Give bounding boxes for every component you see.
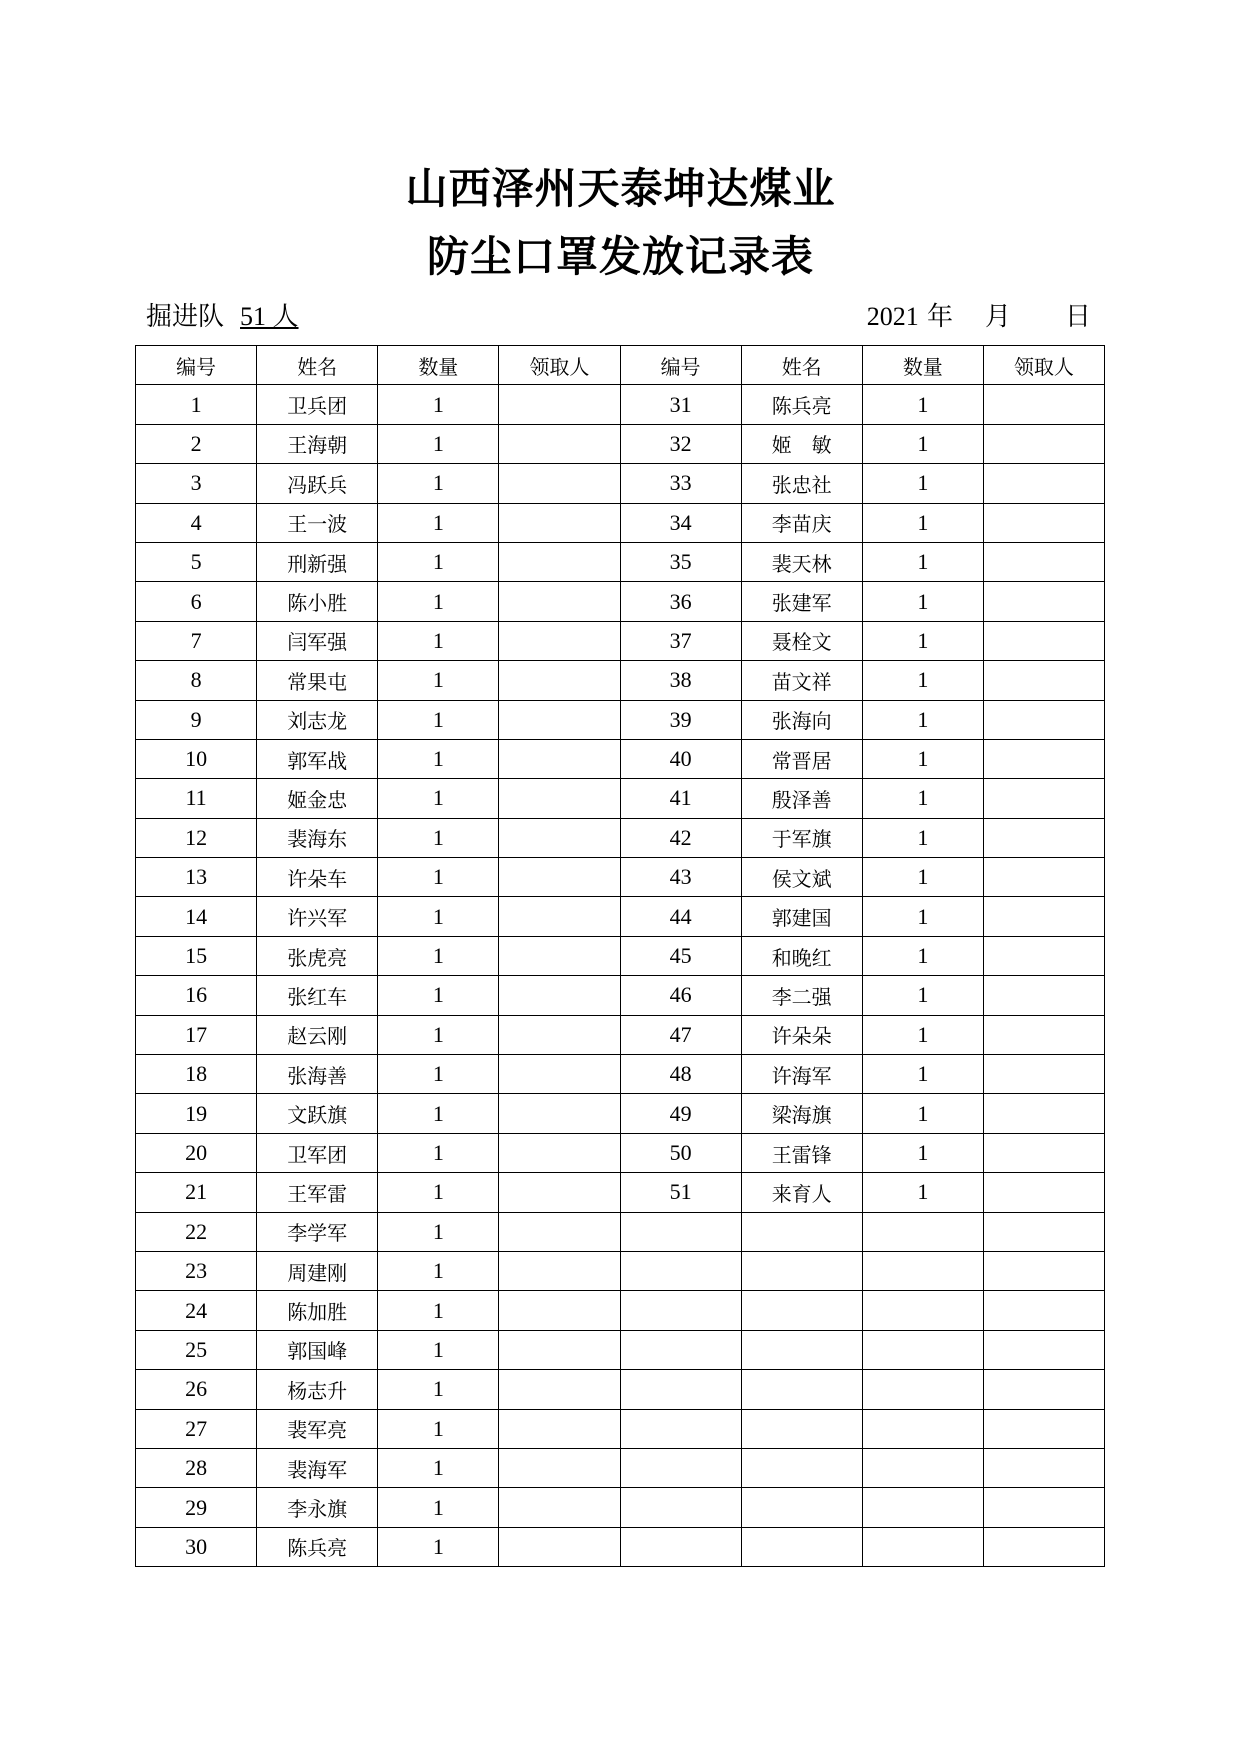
cell-name xyxy=(741,1212,862,1251)
cell-name: 常果屯 xyxy=(257,661,378,700)
team-label: 掘进队 xyxy=(146,302,225,332)
cell-name: 许海军 xyxy=(741,1055,862,1094)
table-row xyxy=(136,858,1105,897)
header-name: 姓名 xyxy=(741,346,862,385)
cell-name xyxy=(741,1488,862,1527)
cell-receiver xyxy=(499,858,620,897)
cell-receiver xyxy=(983,1330,1104,1369)
cell-name: 张红车 xyxy=(257,976,378,1015)
cell-number: 28 xyxy=(136,1448,257,1487)
cell-number: 26 xyxy=(136,1370,257,1409)
cell-receiver xyxy=(983,779,1104,818)
table-row xyxy=(136,385,1105,424)
cell-receiver xyxy=(499,503,620,542)
cell-receiver xyxy=(499,1173,620,1212)
header-receiver: 领取人 xyxy=(499,346,620,385)
cell-quantity: 1 xyxy=(862,897,983,936)
header-number: 编号 xyxy=(620,346,741,385)
table-row xyxy=(136,661,1105,700)
cell-number xyxy=(620,1409,741,1448)
cell-quantity xyxy=(862,1251,983,1290)
cell-quantity: 1 xyxy=(378,1409,499,1448)
table-row xyxy=(136,818,1105,857)
cell-number: 11 xyxy=(136,779,257,818)
cell-name: 苗文祥 xyxy=(741,661,862,700)
cell-name: 陈加胜 xyxy=(257,1291,378,1330)
table-row xyxy=(136,1094,1105,1133)
cell-quantity: 1 xyxy=(378,739,499,778)
cell-quantity: 1 xyxy=(378,542,499,581)
cell-receiver xyxy=(983,1251,1104,1290)
cell-quantity: 1 xyxy=(862,739,983,778)
cell-quantity: 1 xyxy=(378,424,499,463)
cell-quantity: 1 xyxy=(862,1055,983,1094)
date-day-char: 日 xyxy=(1064,302,1091,332)
cell-quantity: 1 xyxy=(378,1212,499,1251)
table-row xyxy=(136,582,1105,621)
cell-receiver xyxy=(983,1212,1104,1251)
table-row xyxy=(136,1055,1105,1094)
cell-number: 1 xyxy=(136,385,257,424)
team-info xyxy=(146,296,299,333)
cell-quantity: 1 xyxy=(378,1448,499,1487)
cell-quantity: 1 xyxy=(378,385,499,424)
cell-receiver xyxy=(983,1173,1104,1212)
table-row xyxy=(136,1488,1105,1527)
cell-quantity: 1 xyxy=(378,1055,499,1094)
cell-number: 46 xyxy=(620,976,741,1015)
cell-name xyxy=(741,1448,862,1487)
cell-receiver xyxy=(499,739,620,778)
cell-receiver xyxy=(499,464,620,503)
cell-number xyxy=(620,1251,741,1290)
date-year: 2021 xyxy=(866,302,919,331)
cell-number: 45 xyxy=(620,936,741,975)
cell-receiver xyxy=(983,1133,1104,1172)
cell-name: 裴天林 xyxy=(741,542,862,581)
date-line xyxy=(867,296,1091,333)
cell-quantity: 1 xyxy=(862,542,983,581)
cell-quantity: 1 xyxy=(862,1015,983,1054)
table-row xyxy=(136,1370,1105,1409)
cell-receiver xyxy=(499,1488,620,1527)
cell-number: 5 xyxy=(136,542,257,581)
cell-number: 43 xyxy=(620,858,741,897)
cell-name: 张建军 xyxy=(741,582,862,621)
table-row xyxy=(136,700,1105,739)
cell-number: 14 xyxy=(136,897,257,936)
cell-receiver xyxy=(499,1251,620,1290)
cell-number xyxy=(620,1212,741,1251)
cell-number: 35 xyxy=(620,542,741,581)
cell-quantity: 1 xyxy=(378,503,499,542)
cell-name: 常晋居 xyxy=(741,739,862,778)
cell-receiver xyxy=(983,1527,1104,1566)
table-row xyxy=(136,1448,1105,1487)
cell-quantity xyxy=(862,1488,983,1527)
cell-number: 16 xyxy=(136,976,257,1015)
table-row xyxy=(136,464,1105,503)
cell-name: 王军雷 xyxy=(257,1173,378,1212)
cell-number: 34 xyxy=(620,503,741,542)
cell-receiver xyxy=(983,1015,1104,1054)
cell-receiver xyxy=(983,542,1104,581)
cell-receiver xyxy=(499,1055,620,1094)
cell-number: 9 xyxy=(136,700,257,739)
cell-number xyxy=(620,1291,741,1330)
document-title-line2: 防尘口罩发放记录表 xyxy=(426,232,814,281)
cell-receiver xyxy=(499,1015,620,1054)
cell-number: 47 xyxy=(620,1015,741,1054)
header-quantity: 数量 xyxy=(378,346,499,385)
cell-name: 郭军战 xyxy=(257,739,378,778)
cell-quantity: 1 xyxy=(862,582,983,621)
cell-quantity xyxy=(862,1370,983,1409)
cell-receiver xyxy=(983,1370,1104,1409)
cell-number xyxy=(620,1330,741,1369)
cell-name: 闫军强 xyxy=(257,621,378,660)
cell-number: 25 xyxy=(136,1330,257,1369)
date-month-char: 月 xyxy=(984,302,1011,332)
cell-quantity: 1 xyxy=(862,1173,983,1212)
cell-name: 李学军 xyxy=(257,1212,378,1251)
cell-quantity: 1 xyxy=(378,779,499,818)
table-header-row xyxy=(136,346,1105,385)
cell-number: 13 xyxy=(136,858,257,897)
cell-name: 文跃旗 xyxy=(257,1094,378,1133)
cell-receiver xyxy=(499,621,620,660)
cell-name xyxy=(741,1370,862,1409)
cell-number: 40 xyxy=(620,739,741,778)
cell-receiver xyxy=(499,1527,620,1566)
cell-quantity: 1 xyxy=(378,818,499,857)
cell-number: 22 xyxy=(136,1212,257,1251)
cell-receiver xyxy=(983,976,1104,1015)
cell-quantity: 1 xyxy=(862,700,983,739)
cell-quantity: 1 xyxy=(378,464,499,503)
header-quantity: 数量 xyxy=(862,346,983,385)
cell-quantity: 1 xyxy=(862,936,983,975)
cell-number: 8 xyxy=(136,661,257,700)
cell-receiver xyxy=(499,661,620,700)
cell-number: 3 xyxy=(136,464,257,503)
cell-name: 姬金忠 xyxy=(257,779,378,818)
cell-number: 42 xyxy=(620,818,741,857)
cell-name: 殷泽善 xyxy=(741,779,862,818)
cell-name: 裴海东 xyxy=(257,818,378,857)
cell-quantity: 1 xyxy=(378,621,499,660)
cell-receiver xyxy=(983,661,1104,700)
cell-quantity: 1 xyxy=(378,700,499,739)
cell-name: 聂栓文 xyxy=(741,621,862,660)
cell-name: 卫军团 xyxy=(257,1133,378,1172)
cell-name xyxy=(741,1251,862,1290)
cell-receiver xyxy=(983,1409,1104,1448)
cell-receiver xyxy=(499,1212,620,1251)
cell-receiver xyxy=(983,936,1104,975)
cell-number xyxy=(620,1448,741,1487)
cell-receiver xyxy=(499,1133,620,1172)
table-row xyxy=(136,1173,1105,1212)
cell-receiver xyxy=(983,582,1104,621)
cell-receiver xyxy=(499,582,620,621)
cell-quantity: 1 xyxy=(378,1291,499,1330)
cell-name: 来育人 xyxy=(741,1173,862,1212)
cell-name: 张忠社 xyxy=(741,464,862,503)
cell-number: 29 xyxy=(136,1488,257,1527)
cell-number xyxy=(620,1370,741,1409)
cell-name: 李永旗 xyxy=(257,1488,378,1527)
cell-receiver xyxy=(499,1409,620,1448)
cell-name: 周建刚 xyxy=(257,1251,378,1290)
cell-receiver xyxy=(499,1330,620,1369)
cell-number: 51 xyxy=(620,1173,741,1212)
cell-receiver xyxy=(499,818,620,857)
cell-number: 41 xyxy=(620,779,741,818)
cell-name: 郭建国 xyxy=(741,897,862,936)
cell-name: 张海善 xyxy=(257,1055,378,1094)
cell-name: 许朵车 xyxy=(257,858,378,897)
cell-name: 冯跃兵 xyxy=(257,464,378,503)
cell-number: 19 xyxy=(136,1094,257,1133)
cell-name: 刑新强 xyxy=(257,542,378,581)
cell-number xyxy=(620,1527,741,1566)
cell-number: 18 xyxy=(136,1055,257,1094)
cell-quantity: 1 xyxy=(378,582,499,621)
document-title-line1: 山西泽州天泰坤达煤业 xyxy=(405,164,836,213)
cell-name xyxy=(741,1527,862,1566)
cell-quantity: 1 xyxy=(862,1094,983,1133)
cell-name: 裴海军 xyxy=(257,1448,378,1487)
table-row xyxy=(136,1527,1105,1566)
cell-number: 27 xyxy=(136,1409,257,1448)
cell-quantity: 1 xyxy=(378,858,499,897)
table-row xyxy=(136,424,1105,463)
cell-receiver xyxy=(499,936,620,975)
team-count: 51 人 xyxy=(240,302,299,331)
cell-quantity: 1 xyxy=(862,621,983,660)
table-row xyxy=(136,936,1105,975)
cell-number: 32 xyxy=(620,424,741,463)
cell-number: 38 xyxy=(620,661,741,700)
cell-number: 36 xyxy=(620,582,741,621)
header-name: 姓名 xyxy=(257,346,378,385)
mask-distribution-table xyxy=(135,345,1105,1567)
cell-number: 17 xyxy=(136,1015,257,1054)
cell-receiver xyxy=(983,464,1104,503)
cell-receiver xyxy=(499,1448,620,1487)
cell-receiver xyxy=(983,621,1104,660)
cell-number: 2 xyxy=(136,424,257,463)
cell-number: 23 xyxy=(136,1251,257,1290)
cell-name: 杨志升 xyxy=(257,1370,378,1409)
cell-name xyxy=(741,1409,862,1448)
cell-receiver xyxy=(499,700,620,739)
cell-receiver xyxy=(983,858,1104,897)
cell-name: 裴军亮 xyxy=(257,1409,378,1448)
cell-quantity: 1 xyxy=(378,1330,499,1369)
cell-name xyxy=(741,1291,862,1330)
cell-quantity: 1 xyxy=(862,385,983,424)
cell-receiver xyxy=(499,779,620,818)
cell-receiver xyxy=(499,976,620,1015)
cell-quantity: 1 xyxy=(378,1527,499,1566)
table-row xyxy=(136,1330,1105,1369)
cell-receiver xyxy=(983,1291,1104,1330)
cell-quantity xyxy=(862,1409,983,1448)
cell-name: 许兴军 xyxy=(257,897,378,936)
table-row xyxy=(136,1015,1105,1054)
cell-name: 张虎亮 xyxy=(257,936,378,975)
cell-name: 李二强 xyxy=(741,976,862,1015)
cell-number: 24 xyxy=(136,1291,257,1330)
cell-number: 31 xyxy=(620,385,741,424)
table-row xyxy=(136,976,1105,1015)
cell-receiver xyxy=(983,1094,1104,1133)
cell-number: 33 xyxy=(620,464,741,503)
cell-receiver xyxy=(983,818,1104,857)
cell-receiver xyxy=(499,1370,620,1409)
cell-receiver xyxy=(983,385,1104,424)
cell-receiver xyxy=(499,1291,620,1330)
cell-quantity: 1 xyxy=(378,1015,499,1054)
cell-quantity: 1 xyxy=(862,858,983,897)
cell-number: 37 xyxy=(620,621,741,660)
cell-receiver xyxy=(499,1094,620,1133)
header-receiver: 领取人 xyxy=(983,346,1104,385)
cell-quantity: 1 xyxy=(862,503,983,542)
cell-quantity: 1 xyxy=(378,1133,499,1172)
cell-name: 陈小胜 xyxy=(257,582,378,621)
cell-receiver xyxy=(983,739,1104,778)
cell-quantity: 1 xyxy=(862,818,983,857)
table-row xyxy=(136,779,1105,818)
cell-receiver xyxy=(983,424,1104,463)
cell-quantity: 1 xyxy=(862,1133,983,1172)
cell-number: 15 xyxy=(136,936,257,975)
cell-number: 50 xyxy=(620,1133,741,1172)
table-row xyxy=(136,1212,1105,1251)
cell-quantity: 1 xyxy=(378,1173,499,1212)
cell-name: 张海向 xyxy=(741,700,862,739)
cell-name: 卫兵团 xyxy=(257,385,378,424)
table-row xyxy=(136,542,1105,581)
cell-quantity: 1 xyxy=(378,976,499,1015)
cell-quantity: 1 xyxy=(862,464,983,503)
cell-name: 于军旗 xyxy=(741,818,862,857)
cell-name: 李苗庆 xyxy=(741,503,862,542)
cell-name: 陈兵亮 xyxy=(741,385,862,424)
cell-quantity: 1 xyxy=(862,661,983,700)
table-row xyxy=(136,1133,1105,1172)
cell-number: 7 xyxy=(136,621,257,660)
table-row xyxy=(136,503,1105,542)
cell-name: 和晚红 xyxy=(741,936,862,975)
cell-receiver xyxy=(983,700,1104,739)
cell-name: 王海朝 xyxy=(257,424,378,463)
cell-name: 陈兵亮 xyxy=(257,1527,378,1566)
cell-name: 赵云刚 xyxy=(257,1015,378,1054)
cell-name: 侯文斌 xyxy=(741,858,862,897)
cell-number: 39 xyxy=(620,700,741,739)
cell-number: 21 xyxy=(136,1173,257,1212)
cell-quantity: 1 xyxy=(378,936,499,975)
cell-quantity: 1 xyxy=(378,1251,499,1290)
cell-name: 刘志龙 xyxy=(257,700,378,739)
cell-quantity xyxy=(862,1448,983,1487)
table-row xyxy=(136,1251,1105,1290)
cell-quantity: 1 xyxy=(378,1370,499,1409)
cell-receiver xyxy=(499,897,620,936)
table-row xyxy=(136,739,1105,778)
cell-receiver xyxy=(983,1488,1104,1527)
cell-quantity: 1 xyxy=(862,976,983,1015)
cell-number: 49 xyxy=(620,1094,741,1133)
cell-number xyxy=(620,1488,741,1527)
cell-number: 20 xyxy=(136,1133,257,1172)
table-row xyxy=(136,1409,1105,1448)
date-year-char: 年 xyxy=(926,302,953,332)
cell-name xyxy=(741,1330,862,1369)
cell-quantity: 1 xyxy=(862,424,983,463)
cell-name: 梁海旗 xyxy=(741,1094,862,1133)
cell-number: 4 xyxy=(136,503,257,542)
cell-number: 48 xyxy=(620,1055,741,1094)
table-row xyxy=(136,897,1105,936)
cell-quantity: 1 xyxy=(862,779,983,818)
cell-name: 王雷锋 xyxy=(741,1133,862,1172)
cell-number: 12 xyxy=(136,818,257,857)
cell-number: 6 xyxy=(136,582,257,621)
cell-quantity xyxy=(862,1330,983,1369)
cell-quantity: 1 xyxy=(378,661,499,700)
cell-receiver xyxy=(499,385,620,424)
cell-quantity: 1 xyxy=(378,1488,499,1527)
cell-receiver xyxy=(499,542,620,581)
cell-name: 郭国峰 xyxy=(257,1330,378,1369)
cell-quantity: 1 xyxy=(378,897,499,936)
cell-name: 王一波 xyxy=(257,503,378,542)
cell-quantity xyxy=(862,1527,983,1566)
cell-name: 许朵朵 xyxy=(741,1015,862,1054)
header-number: 编号 xyxy=(136,346,257,385)
cell-number: 10 xyxy=(136,739,257,778)
table-row xyxy=(136,1291,1105,1330)
cell-receiver xyxy=(499,424,620,463)
cell-quantity: 1 xyxy=(378,1094,499,1133)
cell-receiver xyxy=(983,503,1104,542)
cell-number: 44 xyxy=(620,897,741,936)
cell-quantity xyxy=(862,1291,983,1330)
table-row xyxy=(136,621,1105,660)
cell-receiver xyxy=(983,897,1104,936)
cell-receiver xyxy=(983,1448,1104,1487)
cell-name: 姬 敏 xyxy=(741,424,862,463)
cell-quantity xyxy=(862,1212,983,1251)
table-body xyxy=(136,385,1105,1567)
cell-receiver xyxy=(983,1055,1104,1094)
cell-number: 30 xyxy=(136,1527,257,1566)
